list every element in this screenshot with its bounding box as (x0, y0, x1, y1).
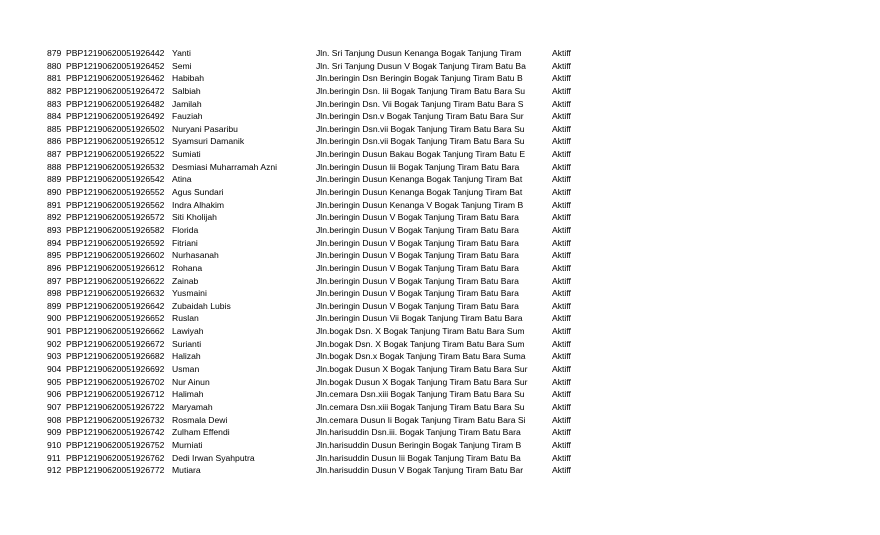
row-number: 884 (47, 111, 62, 122)
recipient-address: Jln.bogak Dsn. X Bogak Tanjung Tiram Batu Bara Sum (316, 338, 525, 349)
recipient-name: Yanti (172, 48, 191, 58)
status-label: Aktiff (552, 48, 571, 58)
recipient-name: Zulham Effendi (172, 427, 230, 438)
row-number: 886 (47, 136, 62, 147)
recipient-address: Jln.beringin Dusun Vii Bogak Tanjung Tiram Batu Bara (316, 313, 523, 324)
status-label: Aktiff (552, 376, 571, 387)
recipient-id: PBP12190620051926542 (66, 174, 165, 185)
recipient-name: Dedi Irwan Syahputra (172, 452, 255, 463)
status-label: Aktiff (552, 427, 571, 438)
row-number: 881 (47, 73, 62, 84)
row-number: 903 (47, 351, 62, 362)
recipient-id: PBP12190620051926722 (66, 401, 165, 412)
row-number: 910 (47, 439, 62, 450)
row-number: 897 (47, 275, 62, 286)
table-row (47, 439, 571, 452)
status-label: Aktiff (552, 98, 571, 109)
status-label: Aktiff (552, 288, 571, 299)
recipient-id: PBP12190620051926492 (66, 111, 165, 122)
recipient-id: PBP12190620051926552 (66, 187, 165, 198)
row-number: 908 (47, 414, 62, 425)
recipient-name: Lawiyah (172, 326, 204, 337)
row-number: 912 (47, 465, 62, 476)
recipient-address: Jln.beringin Dsn. Vii Bogak Tanjung Tiram Batu Bara S (316, 98, 524, 109)
table-row (47, 148, 571, 161)
row-number: 906 (47, 389, 62, 400)
recipient-address: Jln.bogak Dusun X Bogak Tanjung Tiram Batu Bara Sur (316, 364, 528, 375)
recipient-address: Jln.beringin Dusun V Bogak Tanjung Tiram Batu Bara (316, 300, 519, 311)
recipient-name: Agus Sundari (172, 187, 224, 198)
recipient-name: Nur Ainun (172, 376, 210, 387)
row-number: 883 (47, 98, 62, 109)
table-row (47, 338, 571, 351)
status-label: Aktiff (552, 123, 571, 134)
recipient-address: Jln.beringin Dusun V Bogak Tanjung Tiram Batu Bara (316, 224, 519, 235)
recipient-id: PBP12190620051926652 (66, 313, 165, 324)
recipient-address: Jln.beringin Dusun V Bogak Tanjung Tiram Batu Bara (316, 212, 519, 223)
row-number: 907 (47, 401, 62, 412)
table-row (47, 350, 571, 363)
row-number: 880 (47, 60, 62, 71)
recipient-name: Indra Alhakim (172, 199, 225, 210)
status-label: Aktiff (552, 174, 571, 185)
table-row (47, 325, 571, 338)
recipient-name: Habibah (172, 73, 205, 84)
recipient-id: PBP12190620051926462 (66, 73, 165, 84)
table-row (47, 72, 571, 85)
table-row (47, 123, 571, 136)
table-row (47, 464, 571, 477)
recipient-name: Maryamah (172, 401, 213, 412)
table-row (47, 237, 571, 250)
status-label: Aktiff (552, 187, 571, 198)
recipient-id: PBP12190620051926502 (66, 123, 165, 134)
status-label: Aktiff (552, 237, 571, 248)
recipient-id: PBP12190620051926752 (66, 439, 165, 450)
row-number: 901 (47, 326, 62, 337)
table-row (47, 60, 571, 73)
recipient-id: PBP12190620051926512 (66, 136, 165, 147)
table-row (47, 262, 571, 275)
row-number: 891 (47, 199, 62, 210)
recipient-id: PBP12190620051926712 (66, 389, 165, 400)
table-row (47, 363, 571, 376)
row-number: 892 (47, 212, 62, 223)
row-number: 896 (47, 262, 62, 273)
table-row (47, 161, 571, 174)
status-label: Aktiff (552, 111, 571, 122)
status-label: Aktiff (552, 85, 571, 96)
table-row (47, 287, 571, 300)
recipient-address: Jln.harisuddin Dusun Iii Bogak Tanjung Tiram Batu Ba (316, 452, 521, 463)
recipient-name: Ruslan (172, 313, 199, 324)
row-number: 898 (47, 288, 62, 299)
recipient-id: PBP12190620051926532 (66, 161, 165, 172)
recipient-id: PBP12190620051926592 (66, 237, 165, 248)
recipient-address: Jln.beringin Dusun Bakau Bogak Tanjung Tiram Batu E (316, 149, 526, 160)
row-number: 887 (47, 149, 62, 160)
status-label: Aktiff (552, 224, 571, 235)
status-label: Aktiff (552, 275, 571, 286)
recipient-name: Rosmala Dewi (172, 414, 228, 425)
table-row (47, 414, 571, 427)
table-row (47, 376, 571, 389)
table-row (47, 275, 571, 288)
recipient-address: Jln.cemara Dusun Ii Bogak Tanjung Tiram Batu Bara Si (316, 414, 526, 425)
recipient-address: Jln.beringin Dusun V Bogak Tanjung Tiram Batu Bara (316, 275, 519, 286)
table-row (47, 135, 571, 148)
recipient-address: Jln. Sri Tanjung Dusun V Bogak Tanjung Tiram Batu Ba (316, 60, 526, 71)
status-label: Aktiff (552, 389, 571, 400)
recipient-address: Jln.beringin Dsn. Iii Bogak Tanjung Tiram Batu Bara Su (316, 85, 526, 96)
recipient-address: Jln.bogak Dusun X Bogak Tanjung Tiram Batu Bara Sur (316, 376, 528, 387)
recipient-name: Syamsuri Damanik (172, 136, 245, 147)
status-label: Aktiff (552, 338, 571, 349)
row-number: 885 (47, 123, 62, 134)
row-number: 893 (47, 224, 62, 235)
recipient-name: Atina (172, 174, 192, 185)
recipient-address: Jln.beringin Dsn.vii Bogak Tanjung Tiram Batu Bara Su (316, 123, 525, 134)
recipient-address: Jln.beringin Dusun Kenanga Bogak Tanjung Tiram Bat (316, 174, 523, 185)
recipient-name: Yusmaini (172, 288, 207, 299)
status-label: Aktiff (552, 452, 571, 463)
recipient-address: Jln.beringin Dusun V Bogak Tanjung Tiram Batu Bara (316, 237, 519, 248)
recipient-id: PBP12190620051926682 (66, 351, 165, 362)
row-number: 909 (47, 427, 62, 438)
table-row (47, 47, 571, 60)
status-label: Aktiff (552, 161, 571, 172)
recipient-name: Desmiasi Muharramah Azni (172, 161, 278, 172)
recipient-id: PBP12190620051926482 (66, 98, 165, 109)
table-row (47, 98, 571, 111)
status-label: Aktiff (552, 313, 571, 324)
row-number: 895 (47, 250, 62, 261)
recipient-address: Jln.cemara Dsn.xiii Bogak Tanjung Tiram Batu Bara Su (316, 389, 525, 400)
status-label: Aktiff (552, 351, 571, 362)
recipient-id: PBP12190620051926742 (66, 427, 165, 438)
status-label: Aktiff (552, 73, 571, 84)
status-label: Aktiff (552, 212, 571, 223)
row-number: 911 (47, 452, 61, 463)
table-row (47, 110, 571, 123)
recipient-address: Jln.beringin Dusun V Bogak Tanjung Tiram Batu Bara (316, 250, 519, 261)
table-row (47, 224, 571, 237)
recipient-id: PBP12190620051926442 (66, 48, 165, 58)
recipient-name: Surianti (172, 338, 202, 349)
recipient-address: Jln.beringin Dsn.v Bogak Tanjung Tiram Batu Bara Sur (316, 111, 524, 122)
status-label: Aktiff (552, 250, 571, 261)
recipient-id: PBP12190620051926672 (66, 338, 165, 349)
recipient-address: Jln.harisuddin Dusun V Bogak Tanjung Tiram Batu Bar (316, 465, 524, 476)
recipient-name: Zubaidah Lubis (172, 300, 231, 311)
status-label: Aktiff (552, 60, 571, 71)
recipient-name: Halimah (172, 389, 204, 400)
recipient-name: Rohana (172, 262, 203, 273)
status-label: Aktiff (552, 401, 571, 412)
status-label: Aktiff (552, 364, 571, 375)
recipient-id: PBP12190620051926702 (66, 376, 165, 387)
recipient-id: PBP12190620051926582 (66, 224, 165, 235)
status-label: Aktiff (552, 199, 571, 210)
status-label: Aktiff (552, 465, 571, 476)
table-row (47, 401, 571, 414)
table-row (47, 249, 571, 262)
table-row (47, 312, 571, 325)
row-number: 902 (47, 338, 62, 349)
recipient-address: Jln.harisuddin Dsn.iii. Bogak Tanjung Tiram Batu Bara (316, 427, 521, 438)
status-label: Aktiff (552, 149, 571, 160)
recipient-address: Jln.cemara Dsn.xiii Bogak Tanjung Tiram Batu Bara Su (316, 401, 525, 412)
status-label: Aktiff (552, 439, 571, 450)
recipient-name: Nurhasanah (172, 250, 219, 261)
recipient-id: PBP12190620051926642 (66, 300, 165, 311)
recipient-name: Fitriani (172, 237, 198, 248)
table-row (47, 300, 571, 313)
recipient-id: PBP12190620051926622 (66, 275, 165, 286)
recipient-address: Jln.beringin Dusun V Bogak Tanjung Tiram Batu Bara (316, 288, 519, 299)
recipient-id: PBP12190620051926452 (66, 60, 165, 71)
recipient-id: PBP12190620051926692 (66, 364, 165, 375)
recipient-name: Jamilah (172, 98, 202, 109)
row-number: 889 (47, 174, 62, 185)
status-label: Aktiff (552, 300, 571, 311)
recipient-name: Siti Kholijah (172, 212, 217, 223)
table-row (47, 211, 571, 224)
recipient-name: Murniati (172, 439, 203, 450)
recipient-name: Florida (172, 224, 199, 235)
recipient-id: PBP12190620051926762 (66, 452, 165, 463)
row-number: 888 (47, 161, 62, 172)
table-row (47, 388, 571, 401)
recipient-id: PBP12190620051926562 (66, 199, 165, 210)
recipient-address: Jln.beringin Dusun V Bogak Tanjung Tiram Batu Bara (316, 262, 519, 273)
recipient-name: Zainab (172, 275, 199, 286)
recipient-table (47, 47, 571, 477)
recipient-name: Halizah (172, 351, 201, 362)
recipient-address: Jln.bogak Dsn. X Bogak Tanjung Tiram Batu Bara Sum (316, 326, 525, 337)
row-number: 890 (47, 187, 62, 198)
recipient-name: Usman (172, 364, 200, 375)
recipient-id: PBP12190620051926772 (66, 465, 165, 476)
row-number: 894 (47, 237, 62, 248)
table-row (47, 85, 571, 98)
recipient-address: Jln.harisuddin Dusun Beringin Bogak Tanjung Tiram B (316, 439, 522, 450)
recipient-name: Mutiara (172, 465, 201, 476)
recipient-address: Jln.beringin Dusun Kenanga V Bogak Tanjung Tiram B (316, 199, 524, 210)
row-number: 905 (47, 376, 62, 387)
recipient-address: Jln.beringin Dusun Iii Bogak Tanjung Tiram Batu Bara (316, 161, 520, 172)
recipient-address: Jln.bogak Dsn.x Bogak Tanjung Tiram Batu Bara Suma (316, 351, 526, 362)
recipient-id: PBP12190620051926662 (66, 326, 165, 337)
row-number: 882 (47, 85, 62, 96)
recipient-name: Nuryani Pasaribu (172, 123, 238, 134)
recipient-id: PBP12190620051926522 (66, 149, 165, 160)
recipient-name: Fauziah (172, 111, 203, 122)
table-row (47, 186, 571, 199)
row-number: 900 (47, 313, 62, 324)
recipient-address: Jln.beringin Dsn Beringin Bogak Tanjung Tiram Batu B (316, 73, 523, 84)
row-number: 899 (47, 300, 62, 311)
table-row (47, 426, 571, 439)
recipient-name: Sumiati (172, 149, 201, 160)
recipient-id: PBP12190620051926632 (66, 288, 165, 299)
status-label: Aktiff (552, 326, 571, 337)
row-number: 904 (47, 364, 62, 375)
table-row (47, 452, 571, 465)
recipient-id: PBP12190620051926602 (66, 250, 165, 261)
recipient-name: Salbiah (172, 85, 201, 96)
recipient-id: PBP12190620051926612 (66, 262, 165, 273)
table-row (47, 173, 571, 186)
table-row (47, 199, 571, 212)
recipient-name: Semi (172, 60, 192, 71)
recipient-address: Jln. Sri Tanjung Dusun Kenanga Bogak Tanjung Tiram (316, 48, 522, 58)
recipient-address: Jln.beringin Dusun Kenanga Bogak Tanjung Tiram Bat (316, 187, 523, 198)
row-number: 879 (47, 48, 62, 58)
recipient-address: Jln.beringin Dsn.vii Bogak Tanjung Tiram Batu Bara Su (316, 136, 525, 147)
recipient-id: PBP12190620051926732 (66, 414, 165, 425)
recipient-id: PBP12190620051926572 (66, 212, 165, 223)
status-label: Aktiff (552, 136, 571, 147)
status-label: Aktiff (552, 414, 571, 425)
status-label: Aktiff (552, 262, 571, 273)
recipient-id: PBP12190620051926472 (66, 85, 165, 96)
